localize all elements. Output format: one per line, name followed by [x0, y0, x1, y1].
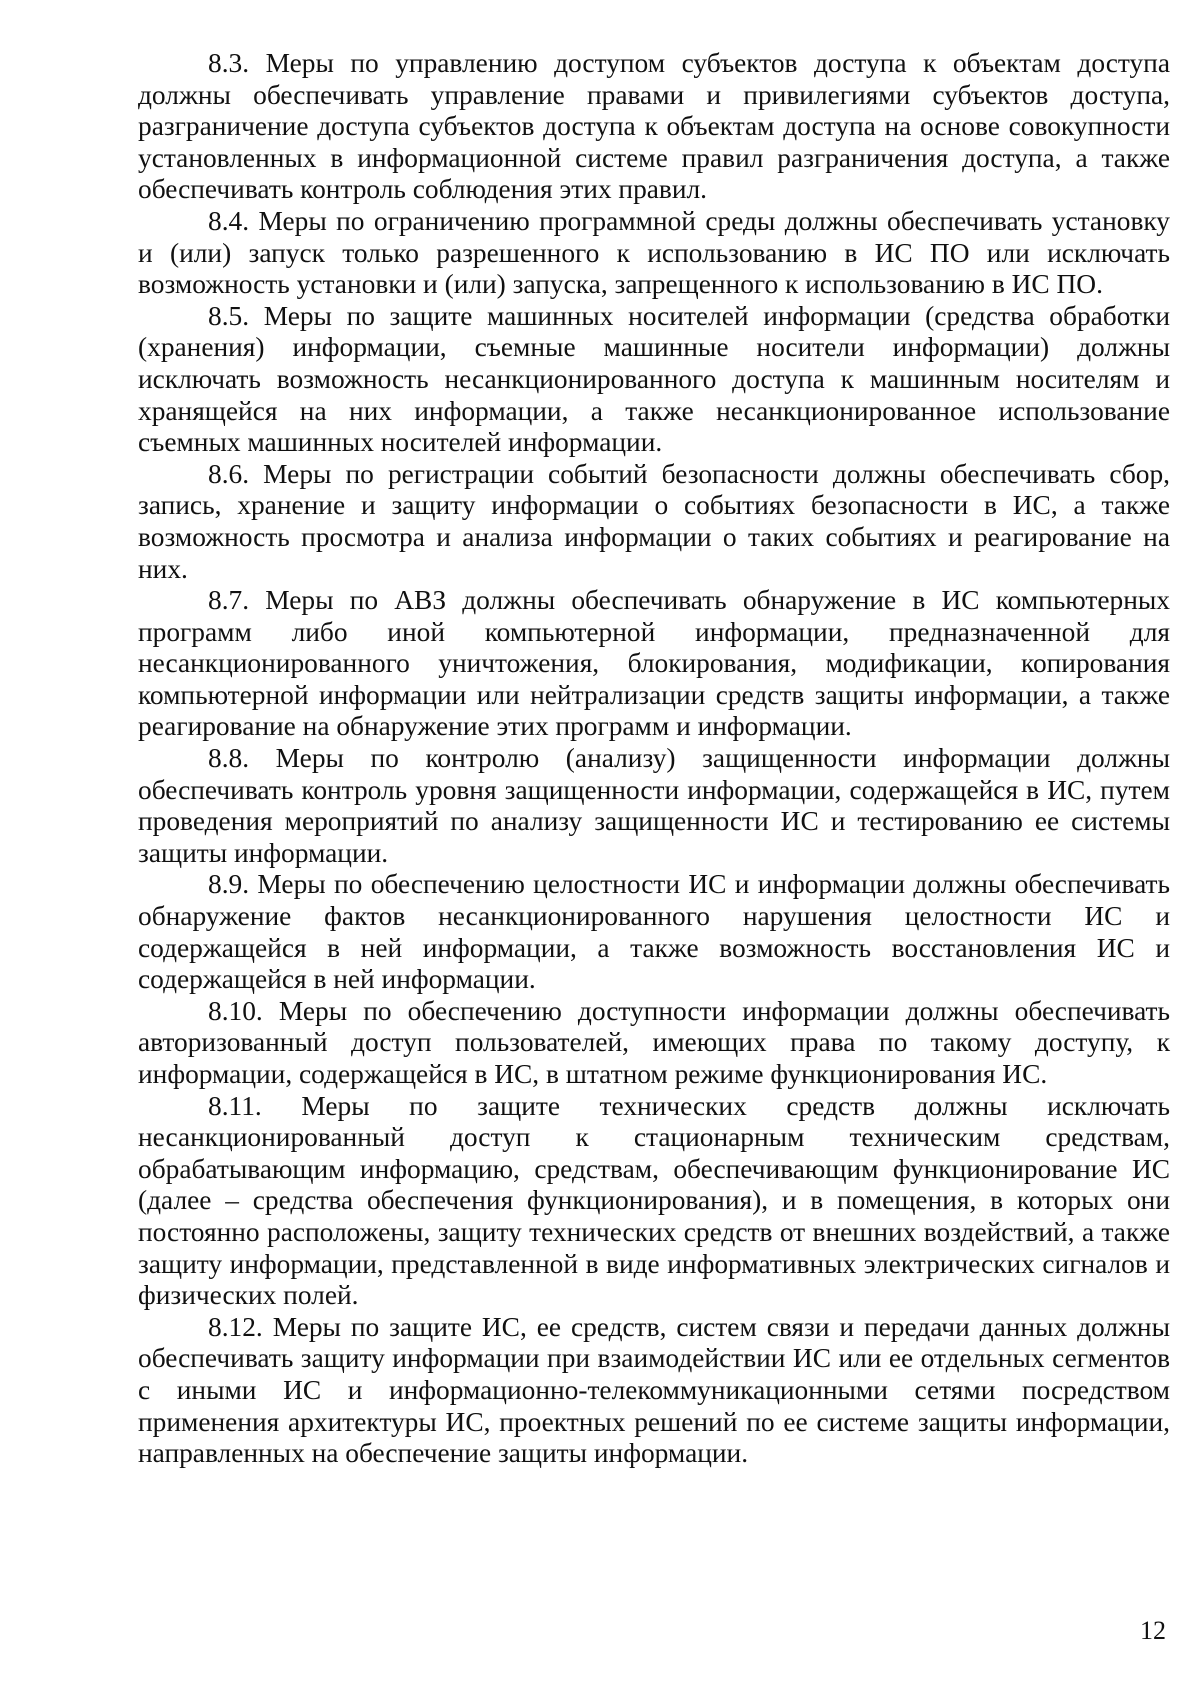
paragraph-8-5: 8.5. Меры по защите машинных носителей информации (средства обработки (хранения) информации, съемные машинные носители информации) должны исключать возможность несанкционированного доступа к машинным носителям и хранящейся на них информации, а также несанкционированное использование съемных машинных носителей информации. [138, 300, 1170, 458]
page-number: 12 [1140, 1616, 1166, 1645]
paragraph-8-7: 8.7. Меры по АВЗ должны обеспечивать обнаружение в ИС компьютерных программ либо иной компьютерной информации, предназначенной для несанкционированного уничтожения, блокирования, модификации, копирования компьютерной информации или нейтрализации средств защиты информации, а также реагирование на обнаружение этих программ и информации. [138, 585, 1170, 742]
paragraph-8-8: 8.8. Меры по контролю (анализу) защищенности информации должны обеспечивать контроль уровня защищенности информации, содержащейся в ИС, путем проведения мероприятий по анализу защищенности ИС и тестированию ее системы защиты информации. [138, 743, 1170, 868]
paragraph-8-11: 8.11. Меры по защите технических средств должны исключать несанкционированный доступ к стационарным техническим средствам, обрабатывающим информацию, средствам, обеспечивающим функционирование ИС (далее – средства обеспечения функционирования), и в помещения, в которых они постоянно расположены, защиту технических средств от внешних воздействий, а также защиту информации, представленной в виде информативных электрических сигналов и физических полей. [138, 1090, 1170, 1311]
paragraph-8-3: 8.3. Меры по управлению доступом субъектов доступа к объектам доступа должны обеспечивать управление правами и привилегиями субъектов доступа, разграничение доступа субъектов доступа к объектам доступа на основе совокупности установленных в информационной системе правил разграничения доступа, а также обеспечивать контроль соблюдения этих правил. [138, 48, 1170, 205]
paragraph-8-9: 8.9. Меры по обеспечению целостности ИС и информации должны обеспечивать обнаружение фактов несанкционированного нарушения целостности ИС и содержащейся в ней информации, а также возможность восстановления ИС и содержащейся в ней информации. [138, 869, 1170, 995]
paragraph-8-12: 8.12. Меры по защите ИС, ее средств, систем связи и передачи данных должны обеспечивать защиту информации при взаимодействии ИС или ее отдельных сегментов с иными ИС и информационно-телекоммуникационными сетями посредством применения архитектуры ИС, проектных решений по ее системе защиты информации, направленных на обеспечение защиты информации. [138, 1311, 1170, 1469]
paragraph-8-6: 8.6. Меры по регистрации событий безопасности должны обеспечивать сбор, запись, хранение и защиту информации о событиях безопасности в ИС, а также возможность просмотра и анализа информации о таких событиях и реагирование на них. [138, 458, 1170, 584]
paragraph-8-4: 8.4. Меры по ограничению программной среды должны обеспечивать установку и (или) запуск только разрешенного к использованию в ИС ПО или исключать возможность установки и (или) запуска, запрещенного к использованию в ИС ПО. [138, 205, 1170, 300]
paragraph-8-10: 8.10. Меры по обеспечению доступности информации должны обеспечивать авторизованный доступ пользователей, имеющих права по такому доступу, к информации, содержащейся в ИС, в штатном режиме функционирования ИС. [138, 995, 1170, 1089]
document-body [138, 48, 1170, 1470]
